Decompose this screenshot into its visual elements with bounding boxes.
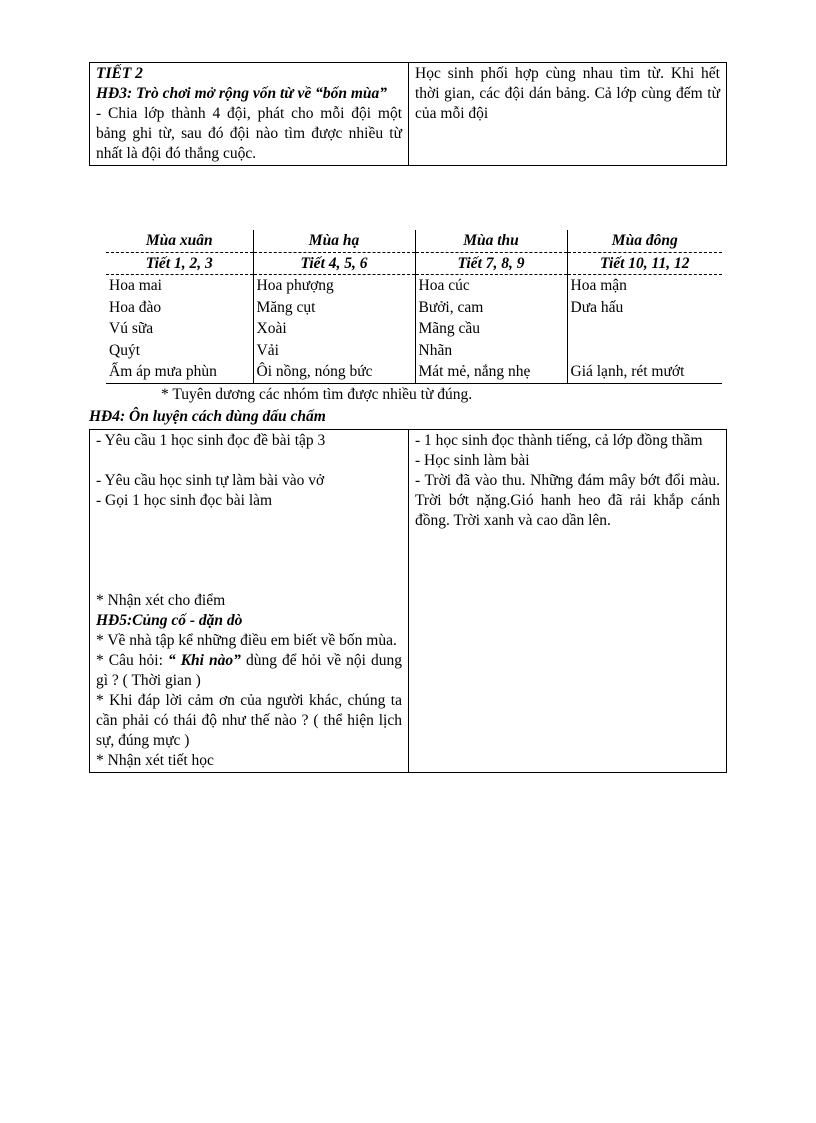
table-cell: Hoa cúc — [415, 275, 567, 297]
table-cell: Vú sữa — [109, 320, 154, 337]
table-row — [106, 361, 722, 383]
teacher-activity-cell — [90, 63, 409, 166]
table-cell: Giá lạnh, rét mướt — [567, 361, 722, 383]
teacher-step: - Gọi 1 học sinh đọc bài làm — [96, 492, 273, 509]
table-row — [106, 340, 722, 362]
table-row — [106, 318, 722, 340]
activity-title: HĐ3: Trò chơi mở rộng vốn từ về “bốn mùa” — [96, 85, 388, 102]
table-cell: Dưa hấu — [567, 297, 722, 319]
table-cell — [567, 318, 722, 340]
table-cell — [567, 340, 722, 362]
period-header: Tiết 10, 11, 12 — [567, 252, 722, 275]
lesson-heading: TIẾT 2 — [96, 65, 143, 82]
teacher-step: * Nhận xét cho điểm — [96, 592, 226, 609]
period-header: Tiết 7, 8, 9 — [415, 252, 567, 275]
student-column — [409, 430, 727, 773]
table-cell: Ôi nồng, nóng bức — [253, 361, 415, 383]
student-activity-cell: Học sinh phối hợp cùng nhau tìm từ. Khi hết thời gian, các đội dán bảng. Cả lớp cùng đếm từ của mỗi đội — [409, 63, 727, 166]
lesson2-table — [89, 62, 727, 166]
seasons-header-row — [106, 230, 722, 252]
question-keyword: “ Khi nào” — [167, 652, 241, 669]
teacher-step: * Khi đáp lời cảm ơn của người khác, chúng ta cần phải có thái độ như thế nào ? ( thể hiện lịch sự, đúng mực ) — [96, 692, 402, 749]
student-step: - 1 học sinh đọc thành tiếng, cả lớp đồng thầm — [415, 432, 703, 449]
table-row — [106, 275, 722, 297]
student-step: - Trời đã vào thu. Những đám mây bớt đổi màu. Trời bớt nặng.Gió hanh heo đã rải khắp cánh đồng. Trời xanh và cao dần lên. — [415, 472, 720, 529]
student-step: - Học sinh làm bài — [415, 452, 530, 469]
season-header: Mùa xuân — [106, 230, 253, 252]
table-cell: Hoa phượng — [253, 275, 415, 297]
table-row — [106, 297, 722, 319]
seasons-table — [106, 230, 722, 384]
table-cell: Hoa mận — [567, 275, 722, 297]
praise-note: * Tuyên dương các nhóm tìm được nhiều từ đúng. — [161, 386, 473, 403]
seasons-subheader-row — [106, 252, 722, 275]
table-cell: Mát mẻ, nắng nhẹ — [415, 361, 567, 383]
teacher-step: - Yêu cầu học sinh tự làm bài vào vở — [96, 472, 325, 489]
season-header: Mùa hạ — [253, 230, 415, 252]
season-header: Mùa thu — [415, 230, 567, 252]
table-cell: Ấm áp mưa phùn — [106, 361, 253, 383]
teacher-instruction: - Chia lớp thành 4 đội, phát cho mỗi đội một bảng ghi từ, sau đó đội nào tìm được nhiều từ nhất là đội đó thắng cuộc. — [96, 105, 402, 162]
table-cell: Vải — [253, 340, 415, 362]
table-cell: Hoa đào — [109, 298, 162, 316]
table-cell: Hoa mai — [109, 277, 162, 294]
teacher-step: - Yêu cầu 1 học sinh đọc đề bài tập 3 — [96, 432, 326, 449]
table-cell: Xoài — [253, 318, 415, 340]
table-cell: Quýt — [109, 341, 140, 359]
season-header: Mùa đông — [567, 230, 722, 252]
period-header: Tiết 1, 2, 3 — [106, 252, 253, 275]
teacher-step: * Câu hỏi: “ Khi nào” dùng để hỏi về nội dung gì ? ( Thời gian ) — [96, 652, 402, 689]
hd5-title: HĐ5:Củng cố - dặn dò — [96, 612, 243, 629]
table-cell: Mãng cầu — [415, 318, 567, 340]
hd4-table — [89, 429, 727, 773]
table-cell: Măng cụt — [253, 297, 415, 319]
table-cell: Bưởi, cam — [415, 297, 567, 319]
period-header: Tiết 4, 5, 6 — [253, 252, 415, 275]
teacher-step: * Nhận xét tiết học — [96, 752, 214, 769]
table-cell: Nhãn — [415, 340, 567, 362]
teacher-column — [90, 430, 409, 773]
hd4-title: HĐ4: Ôn luyện cách dùng dấu chấm — [89, 408, 326, 425]
teacher-step: * Về nhà tập kể những điều em biết về bốn mùa. — [96, 632, 397, 649]
